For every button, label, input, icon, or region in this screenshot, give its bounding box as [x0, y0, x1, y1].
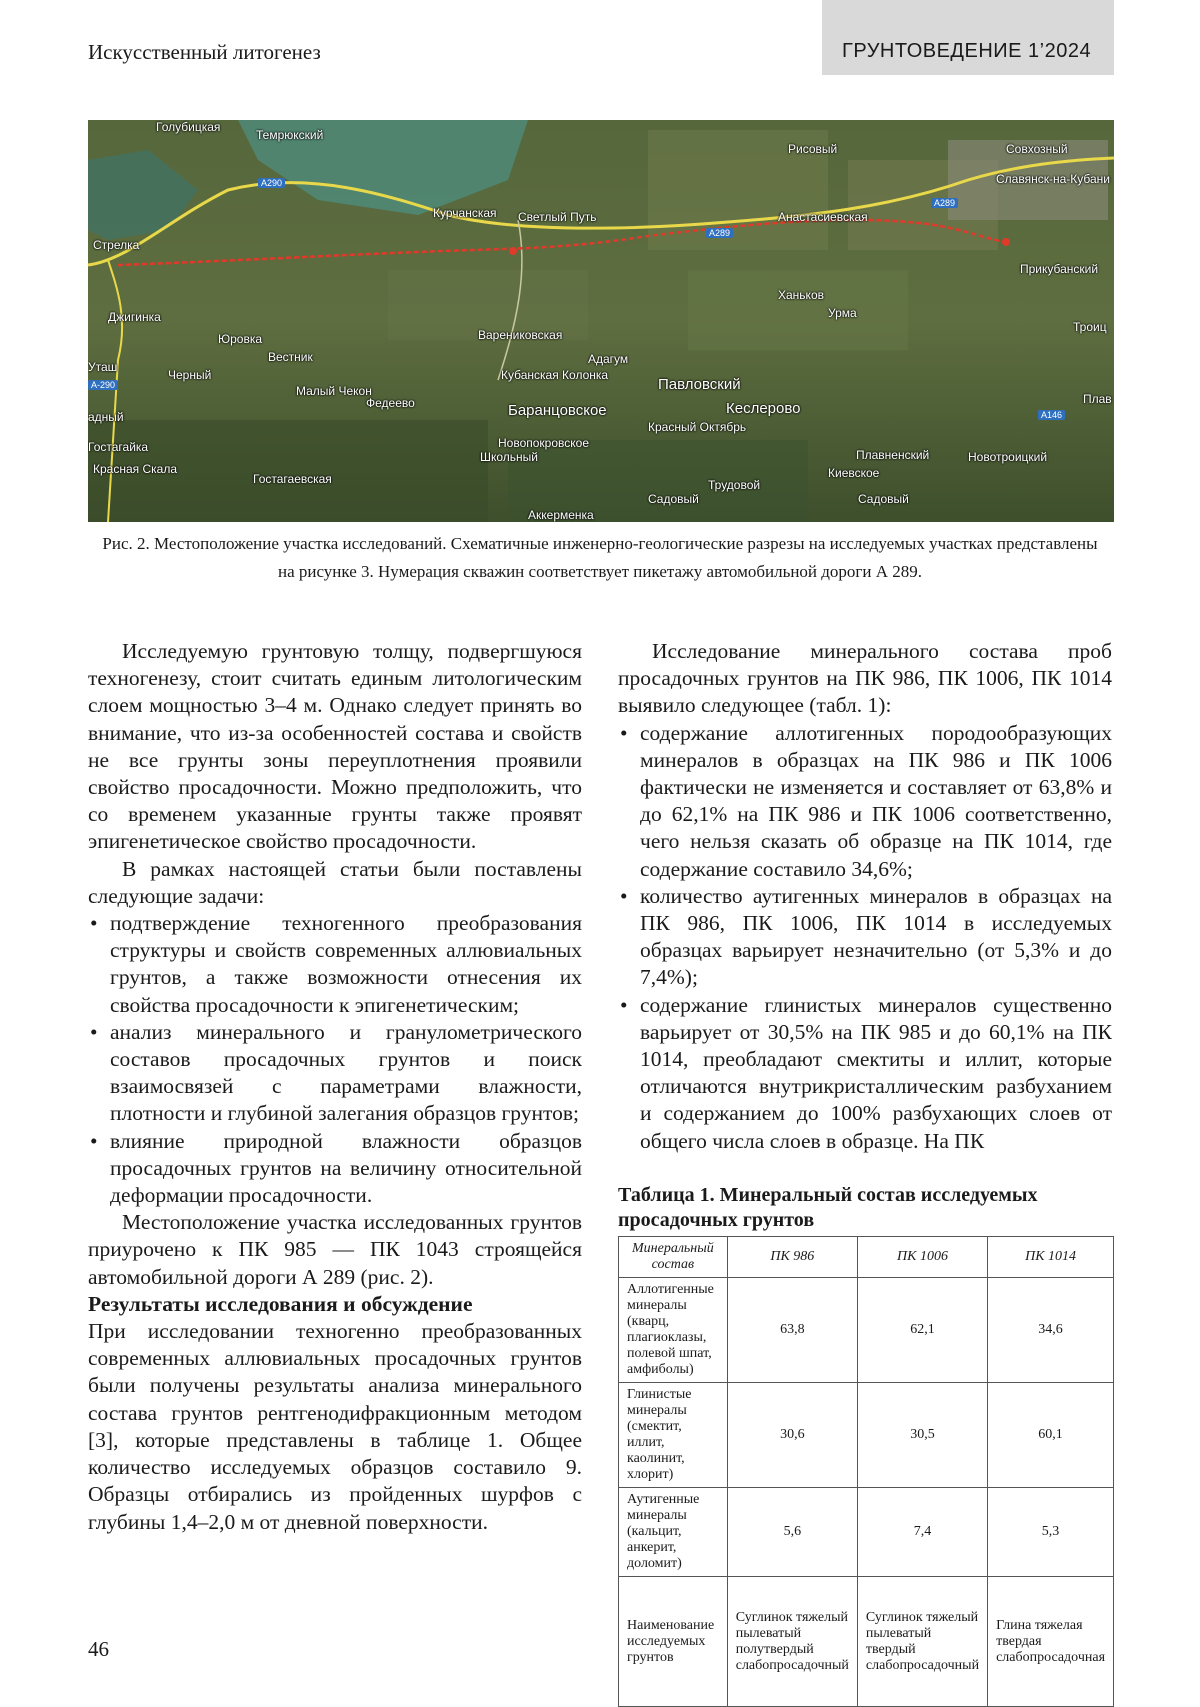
map-label: Федеево: [366, 396, 415, 410]
list-item: • количество аутигенных минералов в образцах на ПК 986, ПК 1006, ПК 1014 в исследуемых образцах варьирует незначительно (от 5,3% и до 7,4%);: [620, 883, 1112, 990]
map-label: Темрюкский: [256, 128, 324, 142]
map-label: А289: [931, 198, 958, 208]
table-row: [619, 1278, 1114, 1383]
table-row: [619, 1383, 1114, 1488]
map-label: Черный: [168, 368, 212, 382]
paragraph: В рамках настоящей статьи были поставлены следующие задачи:: [88, 856, 582, 908]
table-cell: 5,6: [727, 1488, 857, 1577]
map-label: Малый Чекон: [296, 384, 372, 398]
page-number: 46: [88, 1637, 109, 1661]
map-label: Ханьков: [778, 288, 824, 302]
map-label: Плав: [1083, 392, 1112, 406]
left-column: [88, 638, 582, 1536]
map-label: Гостагайка: [88, 440, 149, 454]
map-label: Джигинка: [108, 310, 161, 324]
map-label: Кеслерово: [726, 400, 801, 417]
map-label: Урма: [828, 306, 857, 320]
map-label: Светлый Путь: [518, 210, 597, 224]
findings-list: [618, 720, 1112, 1155]
map-label: Баранцовское: [508, 402, 607, 419]
map-label: адный: [88, 410, 124, 424]
map-label: А289: [706, 228, 733, 238]
map-label: А146: [1038, 410, 1065, 420]
map-label: Трудовой: [708, 478, 761, 492]
table-header-cell: ПК 1014: [988, 1237, 1114, 1278]
list-item: • анализ минерального и гранулометрического составов просадочных грунтов и поиск взаимосвязей с параметрами влажности, плотности и глубиной залегания образцов грунтов;: [90, 1019, 582, 1126]
table-cell: 34,6: [988, 1278, 1114, 1383]
map-label: Плавненский: [856, 448, 930, 462]
map-label: Аккерменка: [528, 508, 594, 522]
running-head-journal: ГРУНТОВЕДЕНИЕ 1’2024: [822, 0, 1114, 75]
map-label: А-290: [88, 380, 118, 390]
table-cell: Суглинок тяжелый пылеватый полутвердый слабопросадочный: [727, 1577, 857, 1707]
map-label: Славянск-на-Кубани: [996, 172, 1110, 186]
table-title: Таблица 1. Минеральный состав исследуемых просадочных грунтов: [618, 1184, 1038, 1231]
paragraph: Местоположение участка исследованных грунтов приурочено к ПК 985 — ПК 1043 строящейся автомобильной дороги А 289 (рис. 2).: [88, 1210, 582, 1289]
list-item: • содержание аллотигенных породообразующих минералов в образцах на ПК 986 и ПК 1006 фактически не изменяется и составляет от 63,8% и до 62,1% на ПК 986 и ПК 1006 соответственно, чего нельзя сказать об образце на ПК 1014, где содержание составило 34,6%;: [620, 720, 1112, 881]
table-header-cell: ПК 1006: [857, 1237, 987, 1278]
table-cell: 5,3: [988, 1488, 1114, 1577]
table-cell: 62,1: [857, 1278, 987, 1383]
table-cell: 63,8: [727, 1278, 857, 1383]
map-label: Школьный: [480, 450, 539, 464]
list-item: • влияние природной влажности образцов просадочных грунтов на величину относительной деформации просадочности.: [90, 1128, 582, 1208]
map-label: Варениковская: [478, 328, 563, 342]
map-label: Адагум: [588, 352, 629, 366]
paragraph: При исследовании техногенно преобразованных современных аллювиальных просадочных грунтов были получены результаты анализа минерального состава грунтов рентгенодифракционным методом [3], которые представлены в таблице 1. Общее количество исследуемых образцов составило 9. Образцы отбирались из пройденных шурфов с глубины 1,4–2,0 м от дневной поверхности.: [88, 1319, 582, 1534]
paragraph: Исследуемую грунтовую толщу, подвергшуюся техногенезу, стоит считать единым литологическим слоем мощностью 3–4 м. Однако следует принять во внимание, что из-за особенностей состава и свойств не все грунты зоны переуплотнения проявили свойство просадочности. Можно предположить, что со временем указанные грунты также проявят эпигенетическое свойство просадочности.: [88, 639, 582, 854]
right-column: [618, 638, 1112, 1155]
table-cell: Аллотигенные минералы (кварц, плагиоклазы, полевой шпат, амфиболы): [619, 1278, 728, 1383]
satellite-map: [88, 120, 1114, 522]
map-label: Красный Октябрь: [648, 420, 747, 434]
tasks-list: [88, 910, 582, 1209]
map-label: Анастасиевская: [778, 210, 868, 224]
running-head-section: Искусственный литогенез: [88, 40, 321, 64]
table-row: [619, 1488, 1114, 1577]
map-label: Садовый: [648, 492, 699, 506]
table-header-row: [619, 1237, 1114, 1278]
map-label: Вестник: [268, 350, 313, 364]
table-cell: Глинистые минералы (смектит, иллит, каолинит, хлорит): [619, 1383, 728, 1488]
map-label: Новопокровское: [498, 436, 589, 450]
map-label: Юровка: [218, 332, 263, 346]
figure-caption: Рис. 2. Местоположение участка исследований. Схематичные инженерно-геологические разрезы на исследуемых участках представлены на рисунке 3. Нумерация скважин соответствует пикетажу автомобильной дороги А 289.: [102, 534, 1098, 581]
map-label: Совхозный: [1006, 142, 1068, 156]
table-cell: Аутигенные минералы (кальцит, анкерит, доломит): [619, 1488, 728, 1577]
table-row: [619, 1577, 1114, 1707]
map-label: Павловский: [658, 376, 741, 393]
table-cell: 30,5: [857, 1383, 987, 1488]
map-label: Голубицкая: [156, 120, 221, 134]
table-header-cell: ПК 986: [727, 1237, 857, 1278]
table-cell: Глина тяжелая твердая слабопросадочная: [988, 1577, 1114, 1707]
map-label: Уташ: [88, 360, 118, 374]
map-label: Прикубанский: [1020, 262, 1099, 276]
map-label: Троиц: [1073, 320, 1107, 334]
map-terrain: [88, 120, 1114, 522]
map-label: Новотроицкий: [968, 450, 1048, 464]
mineral-table: [618, 1236, 1114, 1707]
table-cell: Суглинок тяжелый пылеватый твердый слабопросадочный: [857, 1577, 987, 1707]
table-cell: 60,1: [988, 1383, 1114, 1488]
list-item: • содержание глинистых минералов существенно варьирует от 30,5% на ПК 985 и до 60,1% на ПК 1014, преобладают смектиты и иллит, которые отличаются внутрикристаллическим разбуханием и содержанием до 100% разбухающих слоев от общего числа слоев в образце. На ПК: [620, 992, 1112, 1153]
map-label: Гостагаевская: [253, 472, 332, 486]
table-cell: 30,6: [727, 1383, 857, 1488]
map-label: А290: [258, 178, 285, 188]
table-cell: Наименование исследуемых грунтов: [619, 1577, 728, 1707]
list-item: • подтверждение техногенного преобразования структуры и свойств современных аллювиальных грунтов, а также возможности отнесения их свойства просадочности к эпигенетическим;: [90, 911, 582, 1017]
map-label: Кубанская Колонка: [501, 368, 609, 382]
section-heading: Результаты исследования и обсуждение: [88, 1291, 473, 1316]
map-label: Стрелка: [93, 238, 140, 252]
map-label: Киевское: [828, 466, 880, 480]
map-label: Курчанская: [433, 206, 497, 220]
table-header-cell: Минеральный состав: [619, 1237, 728, 1278]
table-cell: 7,4: [857, 1488, 987, 1577]
map-label: Красная Скала: [93, 462, 177, 476]
map-label: Рисовый: [788, 142, 838, 156]
paragraph: Исследование минерального состава проб просадочных грунтов на ПК 986, ПК 1006, ПК 1014 выявило следующее (табл. 1):: [618, 639, 1112, 718]
map-label: Садовый: [858, 492, 909, 506]
